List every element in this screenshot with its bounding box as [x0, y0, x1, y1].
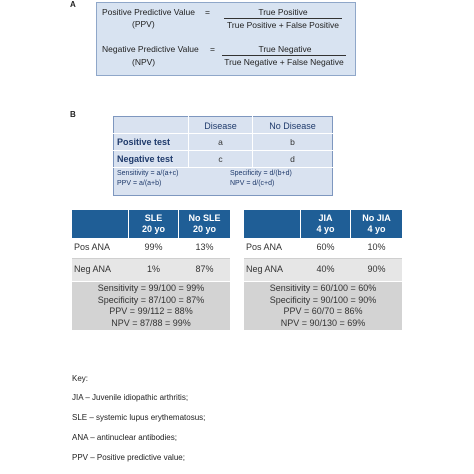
sle-col2-line1: No SLE	[188, 213, 221, 223]
ppv-name: Positive Predictive Value	[102, 7, 195, 17]
ppv-denominator: True Positive + False Positive	[227, 20, 339, 30]
table-row	[244, 259, 402, 281]
npv-equals: =	[210, 44, 215, 54]
ppv-abbr: (PPV)	[132, 19, 155, 29]
key-item-sle: SLE – systemic lupus erythematosus;	[72, 413, 206, 422]
contingency-grid-line	[113, 133, 333, 134]
key-title: Key:	[72, 374, 89, 383]
contingency-grid-line	[113, 150, 333, 151]
cell-a: a	[218, 137, 223, 147]
sle-ppv: PPV = 99/112 = 88%	[109, 306, 193, 316]
sle-sensitivity: Sensitivity = 99/100 = 99%	[97, 283, 205, 293]
row-negative-test: Negative test	[117, 154, 174, 164]
cell-d: d	[290, 154, 295, 164]
cell-c: c	[218, 154, 223, 164]
sle-row1-v1: 99%	[144, 242, 163, 252]
sle-row1-label: Pos ANA	[74, 242, 111, 252]
panel-b-label: B	[70, 110, 76, 119]
sle-row2-v2: 87%	[195, 264, 214, 274]
sle-row1-v2: 13%	[195, 242, 214, 252]
ppv-equals: =	[205, 7, 210, 17]
ppv-numerator: True Positive	[258, 7, 308, 17]
table-row	[244, 238, 402, 259]
sle-header-col2	[179, 210, 230, 238]
col-disease: Disease	[204, 121, 237, 131]
sle-row2-v1: 1%	[146, 264, 160, 274]
jia-ppv: PPV = 60/70 = 86%	[283, 306, 363, 316]
sle-col2-line2: 20 yo	[192, 224, 216, 234]
jia-table	[244, 210, 402, 330]
key-item-ana: ANA – antinuclear antibodies;	[72, 433, 177, 442]
row-positive-test: Positive test	[117, 137, 171, 147]
sle-table	[72, 210, 230, 330]
jia-row1-v1: 60%	[316, 242, 335, 252]
specificity-formula: Specificity = d/(b+d)	[230, 170, 292, 177]
npv-denominator: True Negative + False Negative	[224, 57, 344, 67]
jia-specificity: Specificity = 90/100 = 90%	[269, 294, 377, 305]
panel-a-label: A	[70, 0, 76, 9]
jia-col1-line2: 4 yo	[316, 224, 335, 234]
sle-col1-line1: SLE	[144, 213, 163, 223]
npv-fraction-line	[222, 55, 346, 56]
jia-header-col1	[301, 210, 350, 238]
jia-npv: NPV = 90/130 = 69%	[280, 317, 366, 328]
table-row	[72, 259, 230, 281]
jia-header-col2	[351, 210, 402, 238]
jia-row1-v2: 10%	[367, 242, 386, 252]
jia-header-blank	[244, 210, 300, 238]
key-item-ppv: PPV – Positive predictive value;	[72, 453, 185, 462]
col-no-disease: No Disease	[269, 121, 316, 131]
jia-col1-line1: JIA	[318, 213, 333, 223]
jia-row2-v2: 90%	[367, 264, 386, 274]
npv-name: Negative Predictive Value	[102, 44, 199, 54]
sensitivity-formula: Sensitivity = a/(a+c)	[117, 170, 179, 177]
sle-header-col1	[129, 210, 178, 238]
jia-row1-label: Pos ANA	[246, 242, 283, 252]
contingency-grid-line	[113, 167, 333, 168]
table-row	[72, 238, 230, 259]
key-item-jia: JIA – Juvenile idiopathic arthritis;	[72, 393, 189, 402]
jia-row2-label: Neg ANA	[246, 264, 284, 274]
jia-col2-line1: No JIA	[362, 213, 391, 223]
sle-header-blank	[72, 210, 128, 238]
jia-summary	[244, 282, 402, 330]
jia-sensitivity: Sensitivity = 60/100 = 60%	[269, 283, 377, 293]
sle-col1-line2: 20 yo	[141, 224, 165, 234]
ppv-formula: PPV = a/(a+b)	[117, 180, 162, 187]
sle-npv: NPV = 87/88 = 99%	[111, 317, 191, 328]
npv-numerator: True Negative	[258, 44, 312, 54]
npv-formula: NPV = d/(c+d)	[230, 180, 275, 187]
npv-abbr: (NPV)	[132, 57, 156, 67]
sle-summary	[72, 282, 230, 330]
jia-col2-line2: 4 yo	[367, 224, 386, 234]
ppv-fraction-line	[224, 18, 342, 19]
sle-row2-label: Neg ANA	[74, 264, 112, 274]
jia-row2-v1: 40%	[316, 264, 335, 274]
sle-specificity: Specificity = 87/100 = 87%	[97, 294, 205, 305]
cell-b: b	[290, 137, 295, 147]
